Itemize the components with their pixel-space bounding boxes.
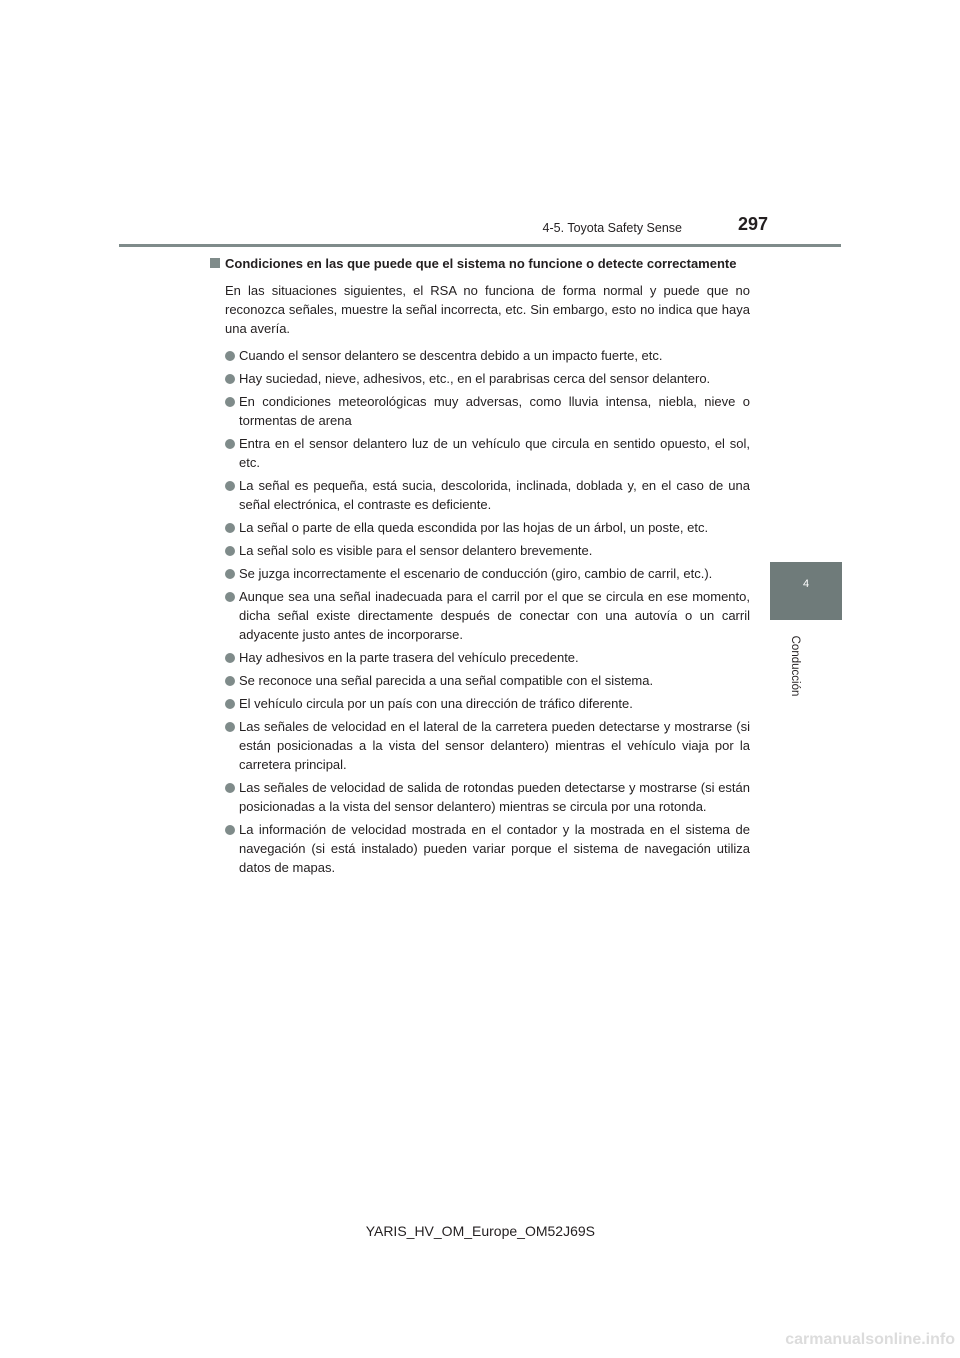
list-item-text: Aunque sea una señal inadecuada para el carril por el que se circula en ese momento, dicha señal existe directamente después de conectar con una autovía o un carril adyacente justo antes de incorporarse.	[239, 589, 750, 642]
list-item-text: En condiciones meteorológicas muy adversas, como lluvia intensa, niebla, nieve o tormentas de arena	[239, 394, 750, 428]
list-item-text: La señal o parte de ella queda escondida por las hojas de un árbol, un poste, etc.	[239, 520, 709, 535]
chapter-label: Conducción	[789, 635, 801, 697]
list-item-text: Entra en el sensor delantero luz de un vehículo que circula en sentido opuesto, el sol, etc.	[239, 436, 750, 470]
list-item-text: Cuando el sensor delantero se descentra debido a un impacto fuerte, etc.	[239, 348, 663, 363]
list-item	[210, 648, 750, 667]
list-item-text: Se reconoce una señal parecida a una señal compatible con el sistema.	[239, 673, 654, 688]
list-item	[210, 694, 750, 713]
condition-list	[210, 346, 750, 877]
list-item-text: Hay suciedad, nieve, adhesivos, etc., en el parabrisas cerca del sensor delantero.	[239, 371, 711, 386]
section-heading-text: Condiciones en las que puede que el sistema no funcione o detecte correctamente	[225, 256, 737, 271]
list-item-text: Las señales de velocidad en el lateral de la carretera pueden detectarse y mostrarse (si están posicionadas a la vista del sensor delantero) mientras el vehículo viaja por la carretera principal.	[239, 719, 750, 772]
circle-bullet-icon	[225, 825, 235, 835]
circle-bullet-icon	[225, 592, 235, 602]
list-item-text: La señal es pequeña, está sucia, descolorida, inclinada, doblada y, en el caso de una señal electrónica, el contraste es deficiente.	[239, 478, 750, 512]
list-item-text: Se juzga incorrectamente el escenario de conducción (giro, cambio de carril, etc.).	[239, 566, 713, 581]
list-item	[210, 587, 750, 644]
list-item-text: Las señales de velocidad de salida de rotondas pueden detectarse y mostrarse (si están posicionadas a la vista del sensor delantero) mientras se circula por una rotonda.	[239, 780, 750, 814]
page-number: 297	[738, 214, 769, 234]
list-item	[210, 671, 750, 690]
circle-bullet-icon	[225, 523, 235, 533]
list-item	[210, 369, 750, 388]
square-bullet-icon	[210, 258, 220, 268]
running-header-section: 4-5. Toyota Safety Sense	[542, 221, 682, 235]
circle-bullet-icon	[225, 676, 235, 686]
list-item	[210, 820, 750, 877]
watermark-link[interactable]: carmanualsonline.info	[785, 1331, 955, 1348]
circle-bullet-icon	[225, 481, 235, 491]
list-item	[210, 717, 750, 774]
circle-bullet-icon	[225, 699, 235, 709]
circle-bullet-icon	[225, 653, 235, 663]
list-item	[210, 564, 750, 583]
header-divider	[119, 244, 841, 247]
section-intro: En las situaciones siguientes, el RSA no funciona de forma normal y puede que no reconozca señales, muestre la señal incorrecta, etc. Sin embargo, esto no indica que haya una avería.	[225, 283, 750, 336]
list-item	[210, 476, 750, 514]
circle-bullet-icon	[225, 783, 235, 793]
list-item	[210, 778, 750, 816]
list-item	[210, 392, 750, 430]
chapter-tab	[770, 562, 842, 620]
circle-bullet-icon	[225, 722, 235, 732]
list-item	[210, 346, 750, 365]
chapter-number: 4	[802, 578, 810, 590]
circle-bullet-icon	[225, 546, 235, 556]
list-item	[210, 541, 750, 560]
list-item	[210, 518, 750, 537]
list-item-text: Hay adhesivos en la parte trasera del vehículo precedente.	[239, 650, 579, 665]
section-heading	[210, 254, 750, 273]
list-item-text: El vehículo circula por un país con una dirección de tráfico diferente.	[239, 696, 633, 711]
circle-bullet-icon	[225, 439, 235, 449]
circle-bullet-icon	[225, 569, 235, 579]
document-code: YARIS_HV_OM_Europe_OM52J69S	[365, 1223, 595, 1239]
list-item	[210, 434, 750, 472]
circle-bullet-icon	[225, 374, 235, 384]
list-item-text: La señal solo es visible para el sensor delantero brevemente.	[239, 543, 593, 558]
circle-bullet-icon	[225, 397, 235, 407]
list-item-text: La información de velocidad mostrada en el contador y la mostrada en el sistema de navegación (si está instalado) pueden variar porque el sistema de navegación utiliza datos de mapas.	[239, 822, 750, 875]
section-content	[210, 254, 750, 881]
circle-bullet-icon	[225, 351, 235, 361]
